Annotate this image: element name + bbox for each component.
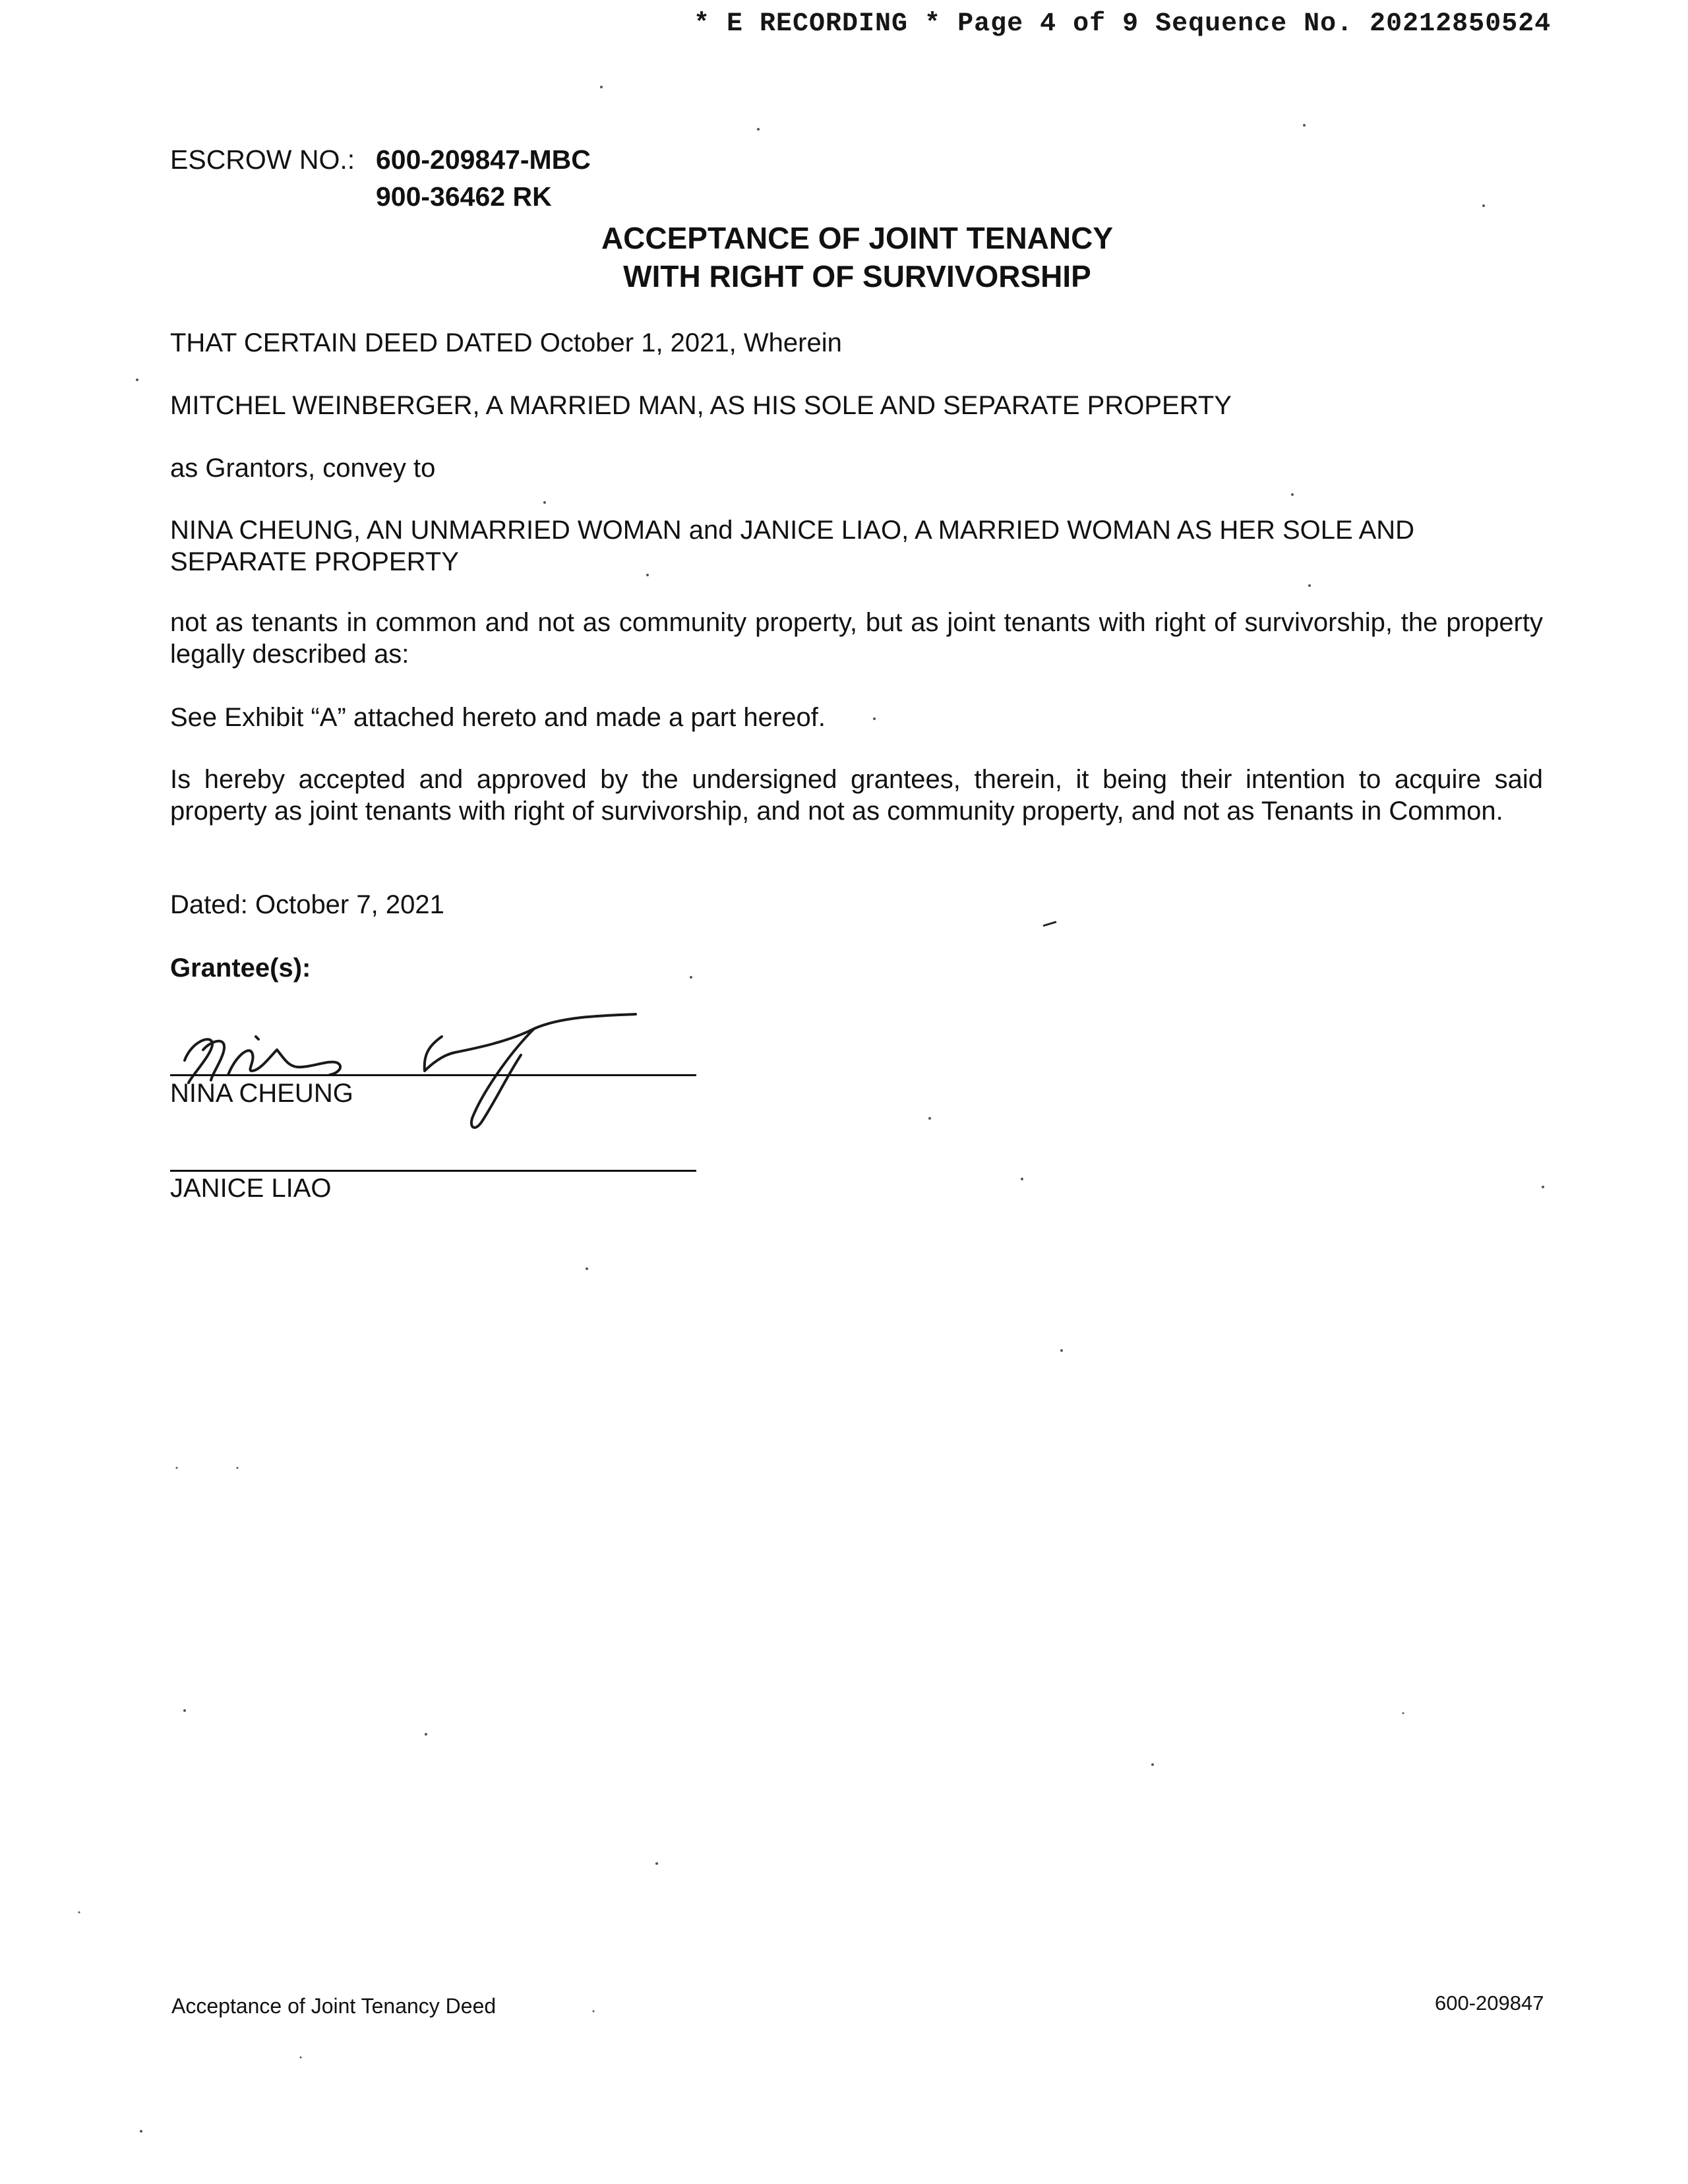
joint-tenants-paragraph: not as tenants in common and not as community property, but as joint tenants with right of survivorship, the property legally described as: [170,608,1543,669]
grantees-line-2: SEPARATE PROPERTY [170,547,459,576]
signature-line-2 [170,1170,696,1172]
deed-dated-paragraph: THAT CERTAIN DEED DATED October 1, 2021, Wherein [170,328,842,357]
signature-line-1 [170,1074,696,1076]
acceptance-paragraph: Is hereby accepted and approved by the undersigned grantees, therein, it being their intention to acquire said property as joint tenants with right of survivorship, and not as community property, and not as Tenants in Common. [170,765,1543,826]
signer-name-2: JANICE LIAO [170,1174,332,1203]
escrow-number-1: 600-209847-MBC [376,144,591,175]
escrow-label: ESCROW NO.: [170,144,355,175]
footer-escrow-number: 600-209847 [1435,1991,1544,2015]
grantees-label: Grantee(s): [170,954,311,983]
grantees-paragraph [170,514,1543,578]
signer-name-1: NINA CHEUNG [170,1079,353,1108]
document-title [0,219,1688,295]
exhibit-paragraph: See Exhibit “A” attached hereto and made a part hereof. [170,703,826,732]
dated-line: Dated: October 7, 2021 [170,890,444,919]
footer-document-name: Acceptance of Joint Tenancy Deed [171,1994,497,2018]
grantees-line-1: NINA CHEUNG, AN UNMARRIED WOMAN and JANICE LIAO, A MARRIED WOMAN AS HER SOLE AND [170,516,1415,545]
escrow-block [170,141,591,215]
convey-paragraph: as Grantors, convey to [170,454,436,483]
title-line-1: ACCEPTANCE OF JOINT TENANCY [601,221,1114,255]
grantor-paragraph: MITCHEL WEINBERGER, A MARRIED MAN, AS HIS SOLE AND SEPARATE PROPERTY [170,391,1232,420]
escrow-number-2: 900-36462 RK [376,181,552,212]
recording-header: * E RECORDING * Page 4 of 9 Sequence No. 20212850524 [694,9,1552,39]
title-line-2: WITH RIGHT OF SURVIVORSHIP [623,259,1091,293]
